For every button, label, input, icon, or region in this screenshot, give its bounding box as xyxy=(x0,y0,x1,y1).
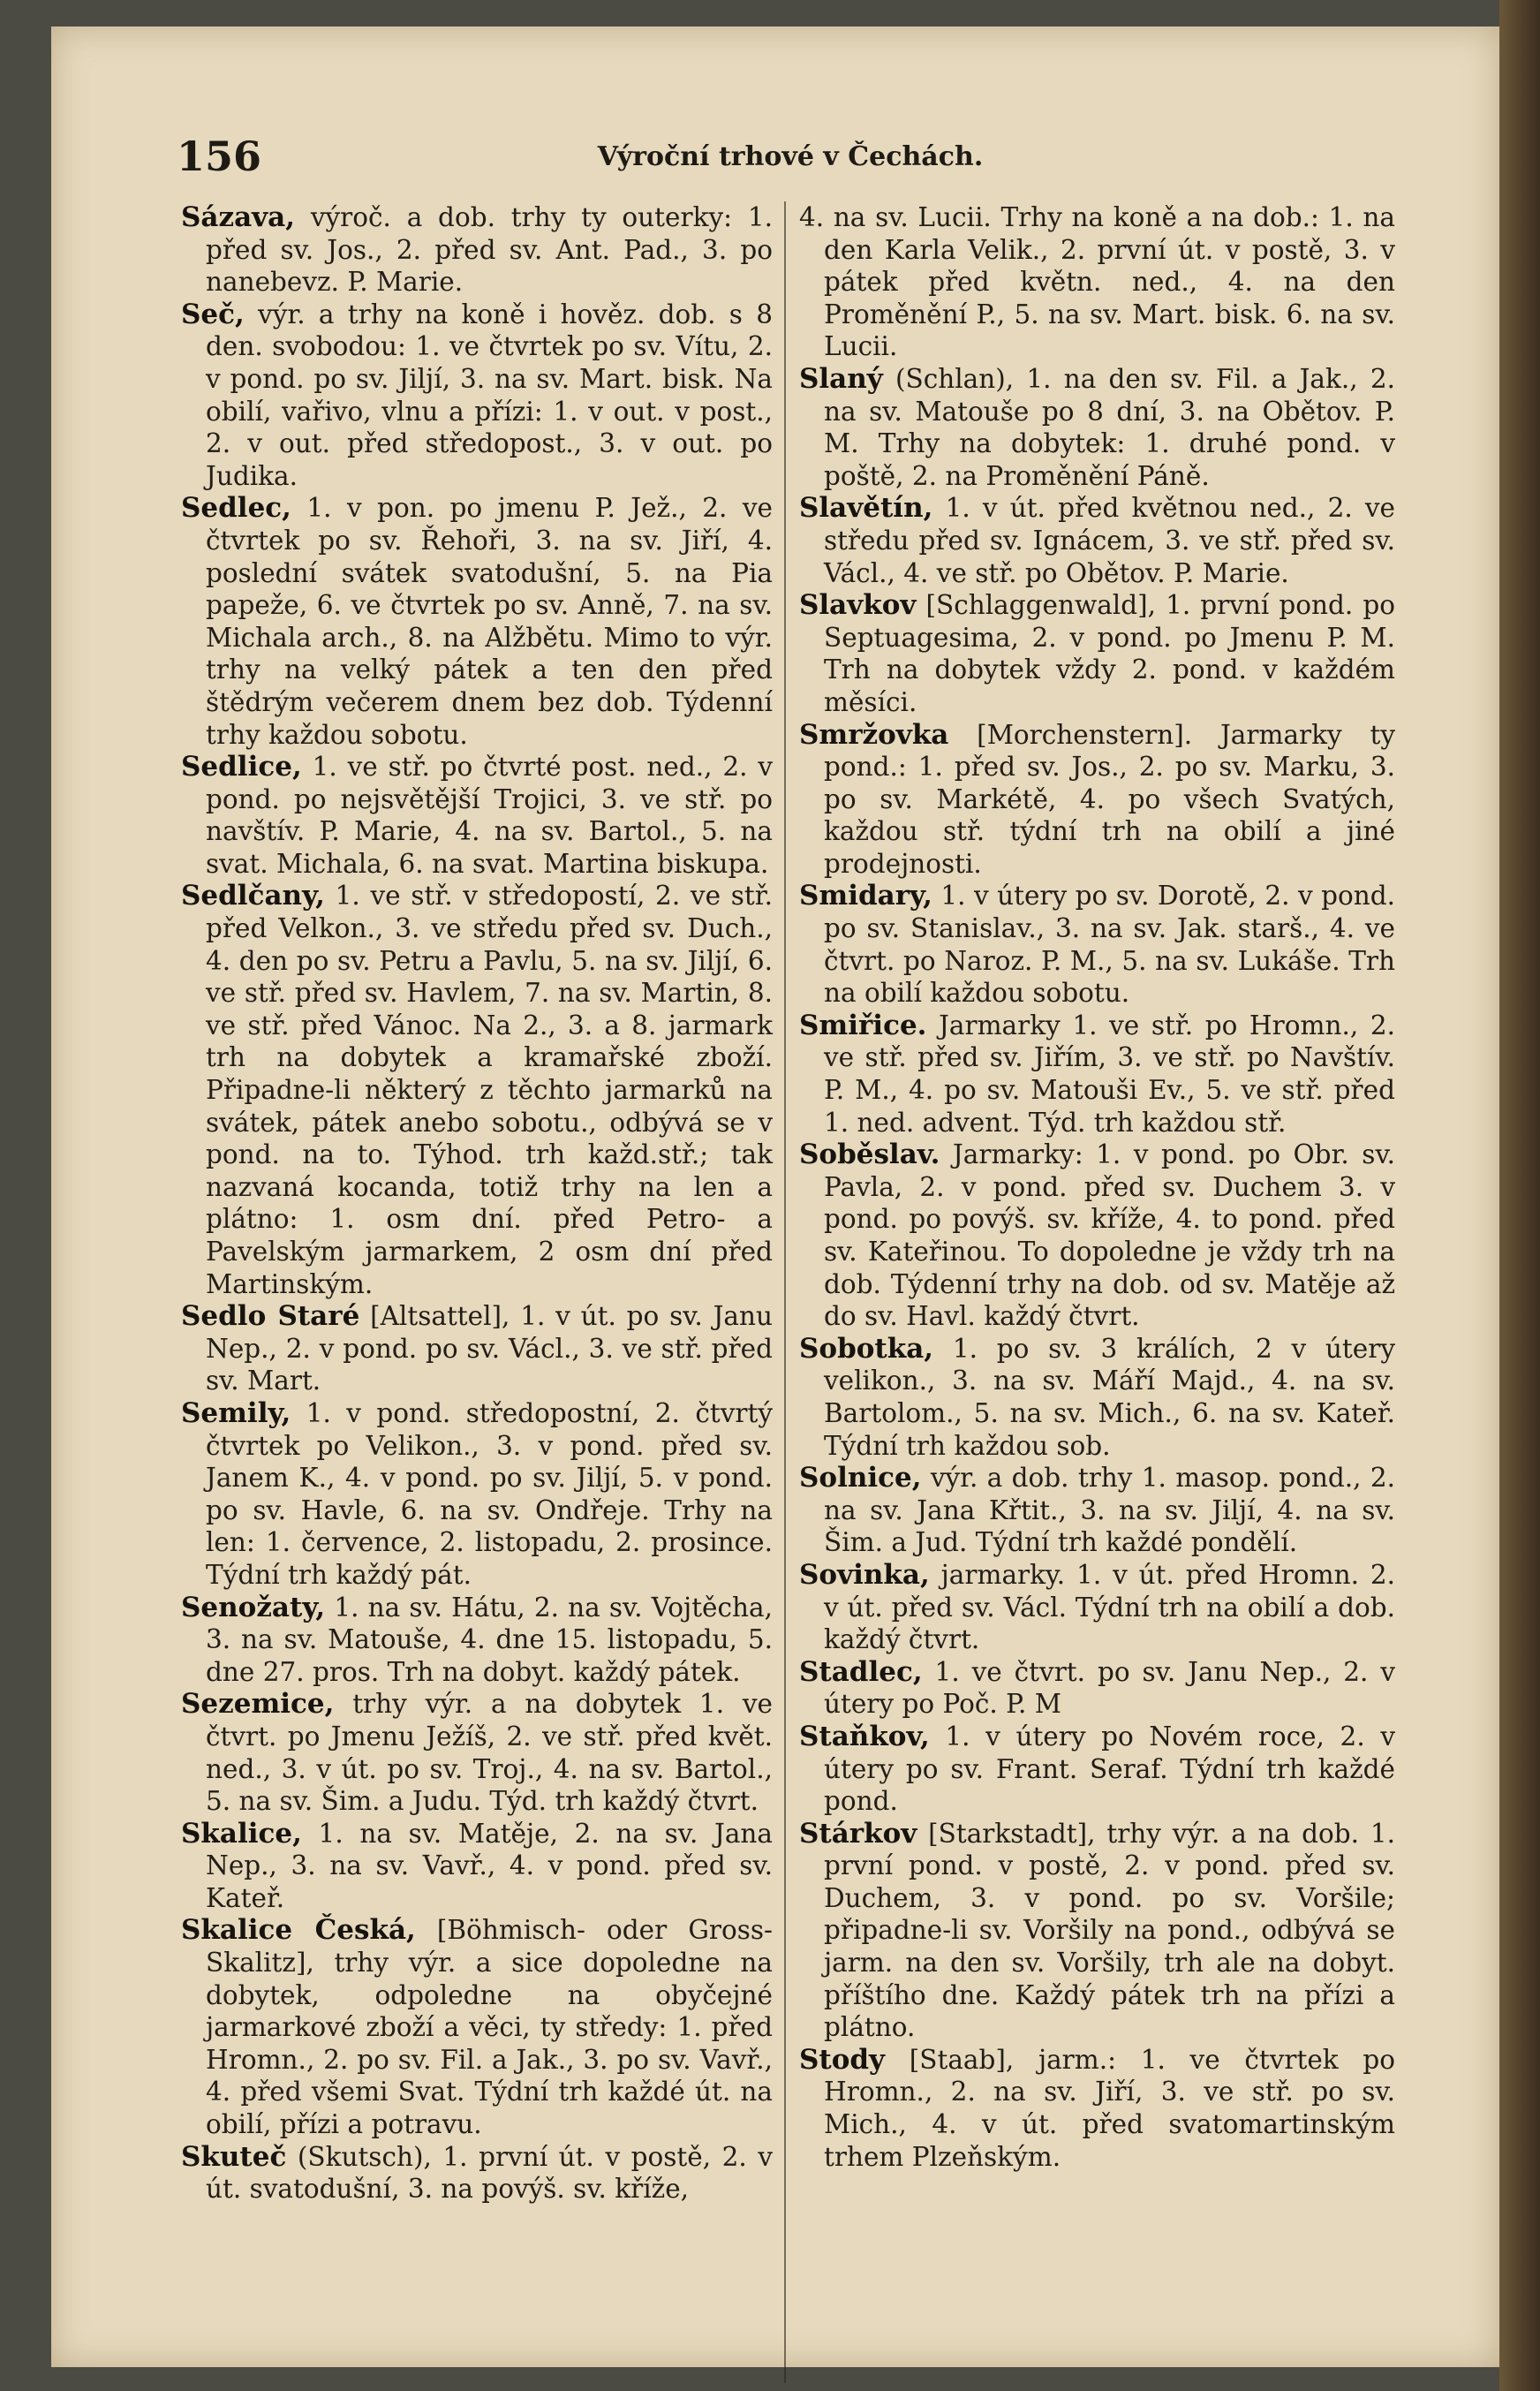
entry-smidary xyxy=(799,880,1395,1009)
town-name: Sezemice, xyxy=(181,1688,335,1721)
entry-text: 1. v útery po Novém roce, 2. v útery po sv. Frant. Seraf. Týdní trh každé pond. xyxy=(824,1721,1395,1817)
town-name: Stody xyxy=(799,2043,886,2076)
entry-text: 1. ve stř. v středopostí, 2. ve stř. před Velkon., 3. ve středu před sv. Duch., 4. den po sv. Petru a Pavlu, 5. na sv. Jiljí, 6. ve stř. před sv. Havlem, 7. na sv. Martin, 8. ve stř. před Vánoc. Na 2., 3. a 8. jarmark trh na dobytek a kramařské zboží. Připadne-li některý z těchto jarmarků na svátek, pátek anebo sobotu., odbývá se v pond. na to. Týhod. trh každ.stř.; tak nazvaná kocanda, totiž trhy na len a plátno: 1. osm dní. před Petro- a Pavelským jarmarkem, 2 osm dní před Martinským. xyxy=(206,881,773,1299)
entry-stankov xyxy=(799,1721,1395,1818)
town-name: Slavkov xyxy=(799,589,917,622)
page-header xyxy=(177,132,1404,185)
entry-text: [Staab], jarm.: 1. ve čtvrtek po Hromn., 2. na sv. Jiří, 3. ve stř. po sv. Mich., 4. v út. před svatomartinským trhem Plzeňským. xyxy=(824,2044,1395,2172)
entry-sedlo-stare xyxy=(181,1300,773,1397)
town-name: Slaný xyxy=(799,362,883,395)
entry-skalice-ceska xyxy=(181,1914,773,2140)
entry-text: 1. v útery po sv. Dorotě, 2. v pond. po sv. Stanislav., 3. na sv. Jak. starš., 4. ve čtvrt. po Naroz. P. M., 5. na sv. Lukáše. Trh na obilí každou sobotu. xyxy=(824,881,1395,1009)
town-name: Sedlo Staré xyxy=(181,1300,360,1333)
entry-text: 1. na sv. Hátu, 2. na sv. Vojtěcha, 3. na sv. Matouše, 4. dne 15. listopadu, 5. dne 27. pros. Trh na dobyt. každý pátek. xyxy=(206,1592,773,1687)
left-column xyxy=(181,201,773,2206)
entry-text: Jarmarky: 1. v pond. po Obr. sv. Pavla, 2. v pond. před sv. Duchem 3. v pond. po povýš. sv. kříže, 4. to pond. před sv. Kateřinou. To dopoledne je vždy trh na dob. Týdenní trhy na dob. od sv. Matěje až do sv. Havl. každý čtvrt. xyxy=(824,1139,1395,1332)
entry-text: jarmarky. 1. v út. před Hromn. 2. v út. před sv. Václ. Týdní trh na obilí a dob. každý čtvrt. xyxy=(824,1559,1395,1655)
entry-slany xyxy=(799,363,1395,492)
town-name: Stárkov xyxy=(799,1817,917,1850)
entry-sazava xyxy=(181,201,773,299)
column-divider xyxy=(784,201,786,2383)
town-name: Sedlice, xyxy=(181,751,302,783)
town-name: Sovinka, xyxy=(799,1558,930,1591)
entry-text: [Starkstadt], trhy výr. a na dob. 1. první pond. v postě, 2. v pond. před sv. Duchem, 3. v pond. po sv. Voršile; připadne-li sv. Voršily na pond., odbývá se jarm. na den sv. Voršily, trh ale na dobyt. příštího dne. Každý pátek trh na přízi a plátno. xyxy=(824,1818,1395,2043)
entry-senozaty xyxy=(181,1592,773,1689)
entry-stody xyxy=(799,2044,1395,2173)
town-name: Smiřice. xyxy=(799,1009,927,1041)
entry-text: 1. po sv. 3 králích, 2 v útery velikon., 3. na sv. Máří Majd., 4. na sv. Bartolom., 5. na sv. Mich., 6. na sv. Kateř. Týdní trh každou sob. xyxy=(824,1333,1395,1461)
entry-text: Jarmarky 1. ve stř. po Hromn., 2. ve stř. před sv. Jiřím, 3. ve stř. po Navštív. P. M., 4. po sv. Matouši Ev., 5. ve stř. před 1. ned. advent. Týd. trh každou stř. xyxy=(824,1010,1395,1138)
running-title: Výroční trhové v Čechách. xyxy=(597,141,984,172)
entry-text: trhy výr. a na dobytek 1. ve čtvrt. po Jmenu Ježíš, 2. ve stř. před květ. ned., 3. v út. po sv. Troj., 4. na sv. Bartol., 5. na sv. Šim. a Judu. Týd. trh každý čtvrt. xyxy=(206,1689,773,1817)
entry-sedlice xyxy=(181,751,773,880)
town-name: Sobotka, xyxy=(799,1332,934,1365)
entry-semily xyxy=(181,1397,773,1592)
entry-slavetin xyxy=(799,492,1395,589)
entry-text: 1. v pond. středopostní, 2. čtvrtý čtvrtek po Velikon., 3. v pond. před sv. Janem K., 4. v pond. po sv. Jiljí, 5. v pond. po sv. Havle, 6. na sv. Ondřeje. Trhy na len: 1. července, 2. listopadu, 2. prosince. Týdní trh každý pát. xyxy=(206,1397,773,1590)
town-name: Sedlčany, xyxy=(181,880,325,912)
entry-text: [Altsattel], 1. v út. po sv. Janu Nep., 2. v pond. po sv. Václ., 3. ve stř. před sv. Mart. xyxy=(206,1301,773,1396)
town-name: Senožaty, xyxy=(181,1591,326,1623)
entry-text: výr. a dob. trhy 1. masop. pond., 2. na sv. Jana Křtit., 3. na sv. Jiljí, 4. na sv. Šim. a Jud. Týdní trh každé pondělí. xyxy=(824,1463,1395,1558)
entry-slavkov xyxy=(799,589,1395,718)
entry-text: 1. ve stř. po čtvrté post. ned., 2. v pond. po nejsvětější Trojici, 3. ve stř. po navštív. P. Marie, 4. na sv. Bartol., 5. na svat. Michala, 6. na svat. Martina biskupa. xyxy=(206,752,773,879)
entry-text: výr. a trhy na koně i hověz. dob. s 8 den. svobodou: 1. ve čtvrtek po sv. Vítu, 2. v pond. po sv. Jiljí, 3. na sv. Mart. bisk. Na obilí, vařivo, vlnu a přízi: 1. v out. v post., 2. v out. před středopost., 3. v out. po Judika. xyxy=(206,299,773,491)
entry-sovinka xyxy=(799,1559,1395,1656)
entry-stadlec xyxy=(799,1656,1395,1721)
entry-text: 1. v pon. po jmenu P. Jež., 2. ve čtvrtek po sv. Řehoři, 3. na sv. Jiří, 4. poslední svátek svatodušní, 5. na Pia papeže, 6. ve čtvrtek po sv. Anně, 7. na sv. Michala arch., 8. na Alžbětu. Mimo to výr. trhy na velký pátek a ten den před štědrým večerem dnem bez dob. Týdenní trhy každou sobotu. xyxy=(206,493,773,750)
entry-sobeslav xyxy=(799,1139,1395,1333)
entry-skutec-continued xyxy=(799,201,1395,363)
town-name: Skalice Česká, xyxy=(181,1914,416,1947)
town-name: Smržovka xyxy=(799,718,949,751)
entry-smrzovka xyxy=(799,719,1395,881)
town-name: Semily, xyxy=(181,1396,291,1429)
entry-text: [Schlaggenwald], 1. první pond. po Septuagesima, 2. v pond. po Jmenu P. M. Trh na dobytek vždy 2. pond. v každém měsíci. xyxy=(824,590,1395,717)
entry-text: [Böhmisch- oder Gross-Skalitz], trhy výr. a sice dopoledne na dobytek, odpoledne na obyčejné jarmarkové zboží a věci, ty středy: 1. před Hromn., 2. po sv. Fil. a Jak., 3. po sv. Vavř., 4. před všemi Svat. Týdní trh každé út. na obilí, přízi a potravu. xyxy=(206,1915,773,2140)
town-name: Seč, xyxy=(181,298,245,330)
entry-solnice xyxy=(799,1462,1395,1559)
entry-text: (Schlan), 1. na den sv. Fil. a Jak., 2. na sv. Matouše po 8 dní, 3. na Obětov. P. M. Trhy na dobytek: 1. druhé pond. v poště, 2. na Proměnění Páně. xyxy=(824,363,1395,491)
book-edge xyxy=(1499,0,1540,2391)
entry-sezemice xyxy=(181,1688,773,1817)
entry-text: [Morchenstern]. Jarmarky ty pond.: 1. před sv. Jos., 2. po sv. Marku, 3. po sv. Markétě, 4. po všech Svatých, každou stř. týdní trh na obilí a jiné prodejnosti. xyxy=(824,719,1395,879)
entry-sobotka xyxy=(799,1333,1395,1462)
town-name: Sázava, xyxy=(181,201,296,233)
entry-starkov xyxy=(799,1818,1395,2044)
town-name: Slavětín, xyxy=(799,492,933,525)
entry-sedlcany xyxy=(181,880,773,1300)
entry-text: 1. ve čtvrt. po sv. Janu Nep., 2. v útery po Poč. P. M xyxy=(824,1656,1395,1720)
town-name: Skuteč xyxy=(181,2140,287,2173)
entry-text: 1. na sv. Matěje, 2. na sv. Jana Nep., 3. na sv. Vavř., 4. v pond. před sv. Kateř. xyxy=(206,1818,773,1913)
town-name: Stadlec, xyxy=(799,1655,923,1688)
town-name: Staňkov, xyxy=(799,1720,930,1752)
right-column xyxy=(799,201,1395,2173)
town-name: Solnice, xyxy=(799,1462,922,1494)
town-name: Smidary, xyxy=(799,880,932,912)
entry-skalice xyxy=(181,1818,773,1915)
entry-sedlec xyxy=(181,492,773,751)
entry-text: 1. v út. před květnou ned., 2. ve středu před sv. Ignácem, 3. ve stř. před sv. Václ., 4. ve stř. po Obětov. P. Marie. xyxy=(824,493,1395,588)
entry-sec xyxy=(181,299,773,493)
entry-text: výroč. a dob. trhy ty outerky: 1. před sv. Jos., 2. před sv. Ant. Pad., 3. po nanebevz. P. Marie. xyxy=(206,202,773,298)
town-name: Sedlec, xyxy=(181,492,291,525)
town-name: Soběslav. xyxy=(799,1139,940,1171)
town-name: Skalice, xyxy=(181,1817,302,1850)
entry-text: 4. na sv. Lucii. Trhy na koně a na dob.: 1. na den Karla Velik., 2. první út. v postě, 3. v pátek před květn. ned., 4. na den Proměnění P., 5. na sv. Mart. bisk. 6. na sv. Lucii. xyxy=(799,202,1395,362)
entry-text: (Skutsch), 1. první út. v postě, 2. v út. svatodušní, 3. na povýš. sv. kříže, xyxy=(206,2141,773,2205)
page-number: 156 xyxy=(177,132,262,180)
entry-smirice xyxy=(799,1010,1395,1139)
entry-skutec xyxy=(181,2141,773,2206)
